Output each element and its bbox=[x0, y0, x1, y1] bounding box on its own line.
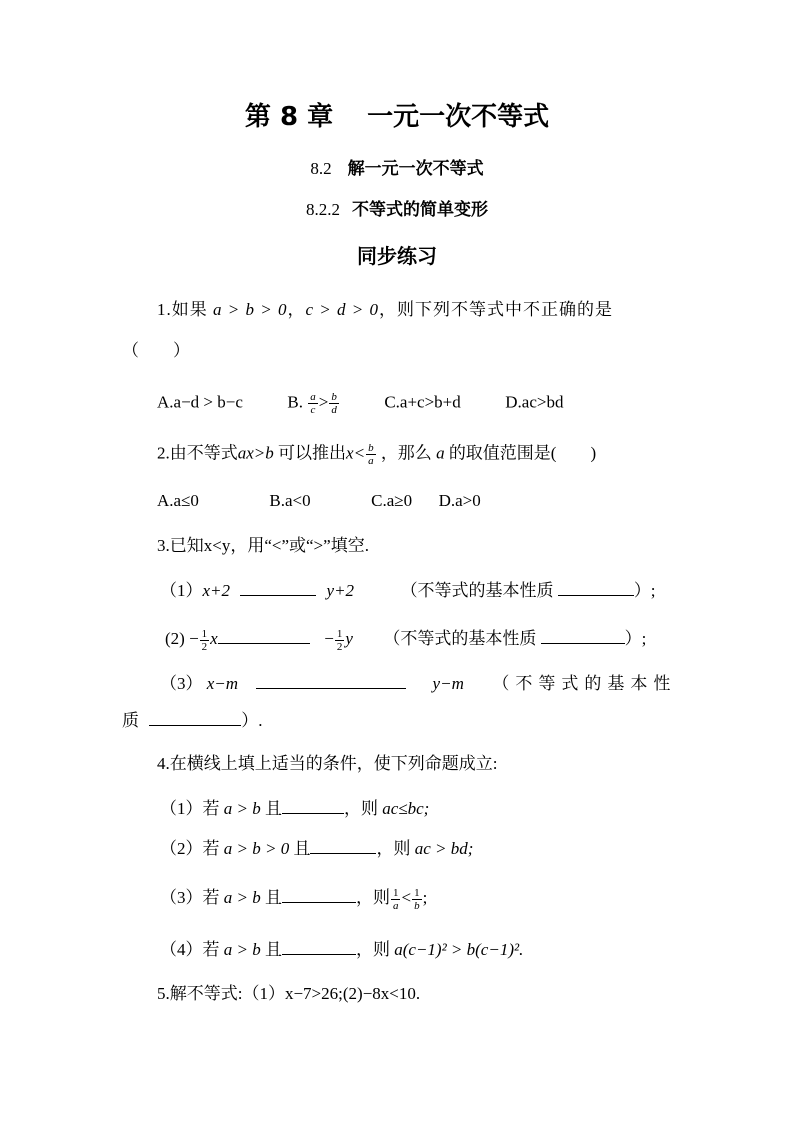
q4-item-4 bbox=[160, 938, 523, 961]
q3-p2-fr-den: 2 bbox=[336, 640, 343, 653]
q4-1-blank[interactable] bbox=[282, 797, 344, 814]
q3-p2-fl-num: 1 bbox=[201, 627, 208, 640]
q3-p2-fr-num: 1 bbox=[336, 627, 343, 640]
q3-part3 bbox=[160, 672, 676, 695]
q2-frac-den: a bbox=[368, 455, 374, 467]
q4-2-and: 且 bbox=[293, 839, 311, 858]
q4-item-2 bbox=[160, 837, 473, 860]
q4-3-cond: a > b bbox=[223, 888, 261, 907]
q2-option-c: C.a≥0 bbox=[371, 491, 413, 510]
q3-p1-blank[interactable] bbox=[240, 579, 316, 596]
q3-p3-blank[interactable] bbox=[256, 672, 406, 689]
q2-option-d: D.a>0 bbox=[438, 491, 481, 510]
q4-3-frac-right bbox=[412, 887, 422, 912]
q4-4-then: ，则 bbox=[355, 940, 390, 959]
q2-ineq: ax>b bbox=[237, 443, 274, 463]
q4-4-label: （4）若 bbox=[160, 940, 220, 959]
q4-3-blank[interactable] bbox=[282, 886, 356, 903]
q3-part3-cont bbox=[122, 709, 263, 732]
q3-p1-reason-blank[interactable] bbox=[558, 579, 634, 596]
q3-p2-right-var: y bbox=[345, 629, 353, 648]
q4-3-then: ，则 bbox=[355, 888, 390, 907]
subsection-title: 不等式的简单变形 bbox=[352, 200, 488, 220]
q3-p2-fl-den: 2 bbox=[201, 640, 208, 653]
q1-option-a: A.a−d > b−c bbox=[157, 392, 243, 412]
q2-stem-mid: 可以推出 bbox=[278, 443, 347, 463]
q3-p1-left: x+2 bbox=[202, 581, 231, 600]
q4-4-blank[interactable] bbox=[282, 938, 356, 955]
q4-3-f2-den: b bbox=[414, 899, 420, 912]
q3-p3-left: x−m bbox=[206, 674, 239, 693]
q3-p3-label: （3） bbox=[160, 674, 203, 693]
q4-1-concl: ac≤bc; bbox=[382, 799, 430, 818]
chapter-title: 一元一次不等式 bbox=[367, 102, 550, 132]
q1-answer-paren: （ ） bbox=[122, 341, 190, 360]
q1-cond1: a > b > 0 bbox=[213, 300, 288, 319]
q3-part1 bbox=[160, 579, 656, 602]
q3-p3-note: （不等式的基本性 bbox=[492, 674, 677, 693]
q3-p2-frac-right bbox=[335, 628, 345, 653]
q1-stem-suffix: ，则下列不等式中不正确的是 bbox=[378, 300, 613, 319]
section-number: 8.2 bbox=[310, 159, 332, 178]
q3-p2-left-var: x bbox=[210, 629, 218, 648]
q4-3-label: （3）若 bbox=[160, 888, 220, 907]
q2-frac bbox=[366, 442, 376, 467]
q4-3-f1-num: 1 bbox=[392, 886, 399, 899]
q1-options bbox=[157, 391, 564, 416]
q4-1-cond: a > b bbox=[223, 799, 261, 818]
q4-3-frac-left bbox=[391, 887, 401, 912]
q3-p2-reason-blank[interactable] bbox=[541, 627, 625, 644]
q4-1-and: 且 bbox=[264, 799, 282, 818]
q2-frac-num: b bbox=[368, 442, 374, 454]
q4-3-f2-num: 1 bbox=[414, 886, 420, 899]
q2-stem bbox=[157, 442, 596, 467]
q4-1-label: （1）若 bbox=[160, 799, 220, 818]
q4-2-then: ，则 bbox=[376, 839, 411, 858]
q2-option-a: A.a≤0 bbox=[157, 491, 199, 510]
q3-p1-note: （不等式的基本性质 bbox=[400, 581, 554, 600]
q4-4-and: 且 bbox=[264, 940, 282, 959]
section-title-line bbox=[0, 158, 794, 180]
q2-var: a bbox=[436, 443, 445, 463]
q1-b-f1-num: a bbox=[310, 391, 316, 403]
q4-3-and: 且 bbox=[264, 888, 282, 907]
q3-p2-frac-left bbox=[200, 628, 210, 653]
q4-2-concl: ac > bd; bbox=[414, 839, 474, 858]
q4-item-1 bbox=[160, 797, 429, 820]
q1-option-b-label: B. bbox=[287, 392, 303, 412]
q4-3-op: < bbox=[401, 888, 412, 907]
q4-4-cond: a > b bbox=[223, 940, 261, 959]
q1-stem-prefix: 1.如果 bbox=[157, 300, 208, 319]
q2-x-lt: x< bbox=[346, 443, 366, 463]
q4-4-concl: a(c−1)² > b(c−1)². bbox=[394, 940, 524, 959]
q1-cond2: c > d > 0 bbox=[305, 300, 379, 319]
q3-p3-reason-blank[interactable] bbox=[149, 709, 241, 726]
q4-2-blank[interactable] bbox=[310, 837, 376, 854]
q4-2-label: （2）若 bbox=[160, 839, 220, 858]
q2-stem-prefix: 2.由不等式 bbox=[157, 443, 238, 463]
q3-part2 bbox=[165, 627, 646, 653]
q3-p3-right: y−m bbox=[432, 674, 464, 693]
q1-b-f1-den: c bbox=[310, 404, 316, 416]
q5-stem: 5.解不等式:（1）x−7>26;(2)−8x<10. bbox=[157, 984, 421, 1003]
q3-p2-note: （不等式的基本性质 bbox=[383, 629, 537, 648]
q3-p1-right: y+2 bbox=[326, 581, 355, 600]
q1-stem: 1.如果 a > b > 0，c > d > 0，则下列不等式中不正确的是 bbox=[157, 300, 613, 319]
q2-options bbox=[157, 490, 481, 512]
q3-p2-label: (2) bbox=[165, 629, 185, 648]
q1-b-op: > bbox=[318, 392, 329, 412]
q2-stem-end: 的取值范围是( ) bbox=[448, 443, 597, 463]
q3-p1-close: ）; bbox=[633, 581, 656, 600]
chapter-number: 第 8 章 bbox=[244, 102, 334, 132]
q4-stem: 4.在横线上填上适当的条件，使下列命题成立: bbox=[157, 754, 498, 773]
q2-stem-suffix: ，那么 bbox=[380, 443, 432, 463]
q4-1-then: ，则 bbox=[343, 799, 378, 818]
q4-2-cond: a > b > 0 bbox=[223, 839, 290, 858]
subsection-title-line bbox=[0, 199, 794, 221]
q3-p2-minus-right: − bbox=[324, 629, 334, 648]
subsection-number: 8.2.2 bbox=[306, 200, 340, 219]
section-title: 解一元一次不等式 bbox=[347, 159, 484, 179]
q3-p2-minus-left: − bbox=[189, 629, 199, 648]
q3-stem: 3.已知x<y，用“<”或“>”填空. bbox=[157, 536, 369, 555]
q3-p2-close: ）; bbox=[624, 629, 647, 648]
q2-option-b: B.a<0 bbox=[269, 491, 311, 510]
q4-item-3 bbox=[160, 886, 427, 912]
q1-option-b-frac2 bbox=[329, 391, 339, 416]
chapter-title-line bbox=[0, 100, 794, 134]
q4-3-f1-den: a bbox=[392, 899, 399, 912]
q3-p3-note2: 质 bbox=[122, 711, 139, 730]
q1-b-f2-num: b bbox=[331, 391, 337, 403]
q1-b-f2-den: d bbox=[331, 404, 337, 416]
q3-p3-close: ）. bbox=[241, 711, 263, 730]
q1-option-c: C.a+c>b+d bbox=[384, 392, 461, 412]
q1-option-d: D.ac>bd bbox=[505, 392, 564, 412]
q3-p1-label: （1） bbox=[160, 581, 203, 600]
q4-3-end: ; bbox=[422, 888, 428, 907]
q3-p2-blank[interactable] bbox=[218, 627, 310, 644]
q1-option-b-frac1 bbox=[308, 391, 318, 416]
exercise-title: 同步练习 bbox=[357, 244, 437, 268]
